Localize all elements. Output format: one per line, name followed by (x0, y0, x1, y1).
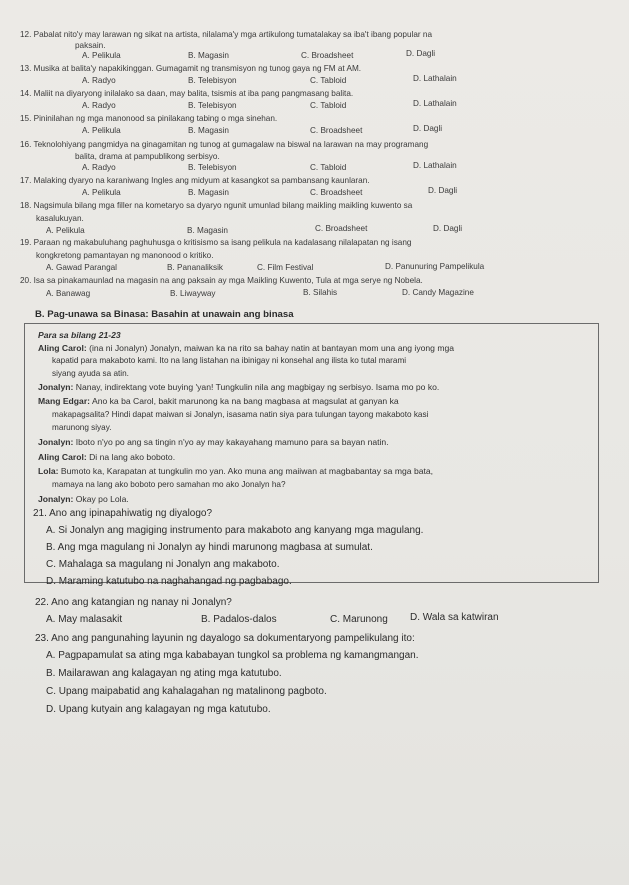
question-20: 20. Isa sa pinakamaunlad na magasin na ang paksain ay mga Maikling Kuwento, Tula at mga serye ng Nobela. (20, 276, 423, 285)
q14-option-c: C. Tabloid (310, 101, 347, 110)
q17-option-a: A. Pelikula (82, 188, 121, 197)
q17-option-c: C. Broadsheet (310, 188, 363, 197)
q15-option-b: B. Magasin (188, 126, 229, 135)
question-16-cont: balita, drama at pampublikong serbisyo. (75, 152, 220, 161)
speaker: Aling Carol: (38, 452, 87, 462)
q18-option-d: D. Dagli (433, 224, 463, 233)
q13-option-d: D. Lathalain (413, 74, 457, 83)
q14-option-a: A. Radyo (82, 101, 116, 110)
question-16: 16. Teknolohiyang pangmidya na ginagamitan ng tunog at gumagalaw na biswal na larawan na may programang (20, 140, 429, 149)
dialogue-line-12 (38, 494, 129, 504)
q21-option-c: C. Mahalaga sa magulang ni Jonalyn ang makaboto. (46, 559, 280, 570)
section-b-title: B. Pag-unawa sa Binasa: Basahin at unawain ang binasa (35, 309, 294, 320)
question-19: 19. Paraan ng makabuluhang paghuhusga o kritisismo sa isang pelikula na kadalasang nilalapatan ng isang (20, 238, 412, 247)
q23-option-b: B. Mailarawan ang kalagayan ng ating mga katutubo. (46, 668, 282, 679)
q17-option-d: D. Dagli (428, 186, 458, 195)
question-17: 17. Malaking dyaryo na karaniwang Ingles ang midyum at kasangkot sa pambansang kaunlaran. (20, 176, 370, 185)
q22-option-d: D. Wala sa katwiran (410, 612, 499, 623)
q16-option-c: C. Tabloid (310, 163, 347, 172)
q21-option-b: B. Ang mga magulang ni Jonalyn ay hindi marunong magbasa at sumulat. (46, 542, 373, 553)
dialogue-text: Iboto n'yo po ang sa tingin n'yo ay may kakayahang mamuno para sa bayan natin. (73, 437, 389, 447)
q15-option-d: D. Dagli (413, 124, 443, 133)
question-15: 15. Pininilahan ng mga manonood sa pinilakang tabing o mga sinehan. (20, 114, 278, 123)
q20-option-a: A. Banawag (46, 289, 91, 298)
speaker: Jonalyn: (38, 494, 74, 504)
dialogue-line-7: marunong siyay. (52, 423, 112, 432)
q12-option-b: B. Magasin (188, 51, 229, 60)
q16-option-a: A. Radyo (82, 163, 116, 172)
question-14: 14. Maliit na diyaryong inilalako sa daan, may balita, tsismis at iba pang pangmasang balita. (20, 89, 354, 98)
q23-option-a: A. Pagpapamulat sa ating mga kababayan tungkol sa problema ng kamangmangan. (46, 650, 419, 661)
q19-option-b: B. Pananaliksik (167, 263, 223, 272)
dialogue-text: Okay po Lola. (73, 494, 129, 504)
question-19-cont: kongkretong pamantayan ng manonood o kritiko. (36, 251, 214, 260)
question-21: 21. Ano ang ipinapahiwatig ng diyalogo? (33, 508, 213, 519)
q18-option-a: A. Pelikula (46, 226, 85, 235)
q12-option-d: D. Dagli (406, 49, 436, 58)
q22-option-c: C. Marunong (330, 614, 388, 625)
passage-heading: Para sa bilang 21-23 (38, 330, 121, 340)
dialogue-line-9 (38, 452, 175, 462)
speaker: Lola: (38, 466, 59, 476)
dialogue-line-3: siyang ayuda sa atin. (52, 369, 129, 378)
q18-option-b: B. Magasin (187, 226, 228, 235)
dialogue-line-11: mamaya na lang ako boboto pero samahan mo ako Jonalyn ha? (52, 480, 286, 489)
q20-option-c: B. Silahis (303, 288, 338, 297)
q20-option-b: B. Liwayway (170, 289, 216, 298)
dialogue-line-1 (38, 343, 454, 353)
question-22: 22. Ano ang katangian ng nanay ni Jonalyn? (35, 597, 232, 608)
question-13: 13. Musika at balita'y napakikinggan. Gumagamit ng transmisyon ng tunog gaya ng FM at AM. (20, 64, 362, 73)
q20-option-d: D. Candy Magazine (402, 288, 474, 297)
dialogue-line-8 (38, 437, 389, 447)
question-18-cont: kasalukuyan. (36, 214, 84, 223)
q21-option-d: D. Maraming katutubo na naghahangad ng pagbabago. (46, 576, 292, 587)
q13-option-c: C. Tabloid (310, 76, 347, 85)
dialogue-line-6: makapagsalita? Hindi dapat maiwan si Jonalyn, isasama natin siya para tulungan tayong makaboto kasi (52, 410, 429, 419)
dialogue-line-10 (38, 466, 433, 476)
dialogue-text: (ina ni Jonalyn) Jonalyn, maiwan ka na rito sa bahay natin at bantayan mom una ang iyong mga (86, 343, 455, 353)
q15-option-c: C. Broadsheet (310, 126, 363, 135)
dialogue-text: Bumoto ka, Karapatan at tungkulin mo yan. Ako muna ang maiiwan at magbabantay sa mga bata, (58, 466, 434, 476)
q19-option-d: D. Panunuring Pampelikula (385, 262, 485, 271)
dialogue-text: Di na lang ako boboto. (86, 452, 176, 462)
q12-option-c: C. Broadsheet (301, 51, 354, 60)
q12-option-a: A. Pelikula (82, 51, 121, 60)
dialogue-line-2: kapatid para makaboto kami. Ito na lang listahan na ibinigay ni konsehal ang ilista ko tutal marami (52, 356, 407, 365)
question-23: 23. Ano ang pangunahing layunin ng dayalogo sa dokumentaryong pampelikulang ito: (35, 633, 415, 644)
q14-option-b: B. Telebisyon (188, 101, 237, 110)
question-18: 18. Nagsimula bilang mga filler na kometaryo sa dyaryo ngunit umunlad bilang maikling maikling kuwento sa (20, 201, 413, 210)
q23-option-c: C. Upang maipabatid ang kahalagahan ng matalinong pagboto. (46, 686, 327, 697)
dialogue-text: Nanay, indirektang vote buying 'yan! Tungkulin nila ang magbigay ng serbisyo. Isama mo po ko. (73, 382, 440, 392)
speaker: Jonalyn: (38, 437, 74, 447)
q17-option-b: B. Magasin (188, 188, 229, 197)
q18-option-c: C. Broadsheet (315, 224, 368, 233)
q21-option-a: A. Si Jonalyn ang magiging instrumento para makaboto ang kanyang mga magulang. (46, 525, 424, 536)
q13-option-a: A. Radyo (82, 76, 116, 85)
q13-option-b: B. Telebisyon (188, 76, 237, 85)
dialogue-text: Ano ka ba Carol, bakit marunong ka na bang magbasa at magsulat at ganyan ka (90, 396, 399, 406)
dialogue-line-5 (38, 396, 399, 406)
q16-option-b: B. Telebisyon (188, 163, 237, 172)
speaker: Mang Edgar: (38, 396, 91, 406)
speaker: Aling Carol: (38, 343, 87, 353)
question-12: 12. Pabalat nito'y may larawan ng sikat na artista, nilalama'y mga artikulong tumatalakay sa iba't ibang popular na (20, 30, 433, 39)
speaker: Jonalyn: (38, 382, 74, 392)
q16-option-d: D. Lathalain (413, 161, 457, 170)
dialogue-line-4 (38, 382, 439, 392)
q19-option-a: A. Gawad Parangal (46, 263, 118, 272)
q23-option-d: D. Upang kutyain ang kalagayan ng mga katutubo. (46, 704, 271, 715)
q14-option-d: D. Lathalain (413, 99, 457, 108)
q15-option-a: A. Pelikula (82, 126, 121, 135)
q22-option-b: B. Padalos-dalos (201, 614, 277, 625)
q19-option-c: C. Film Festival (257, 263, 314, 272)
question-12-cont: paksain. (75, 41, 106, 50)
q22-option-a: A. May malasakit (46, 614, 123, 625)
